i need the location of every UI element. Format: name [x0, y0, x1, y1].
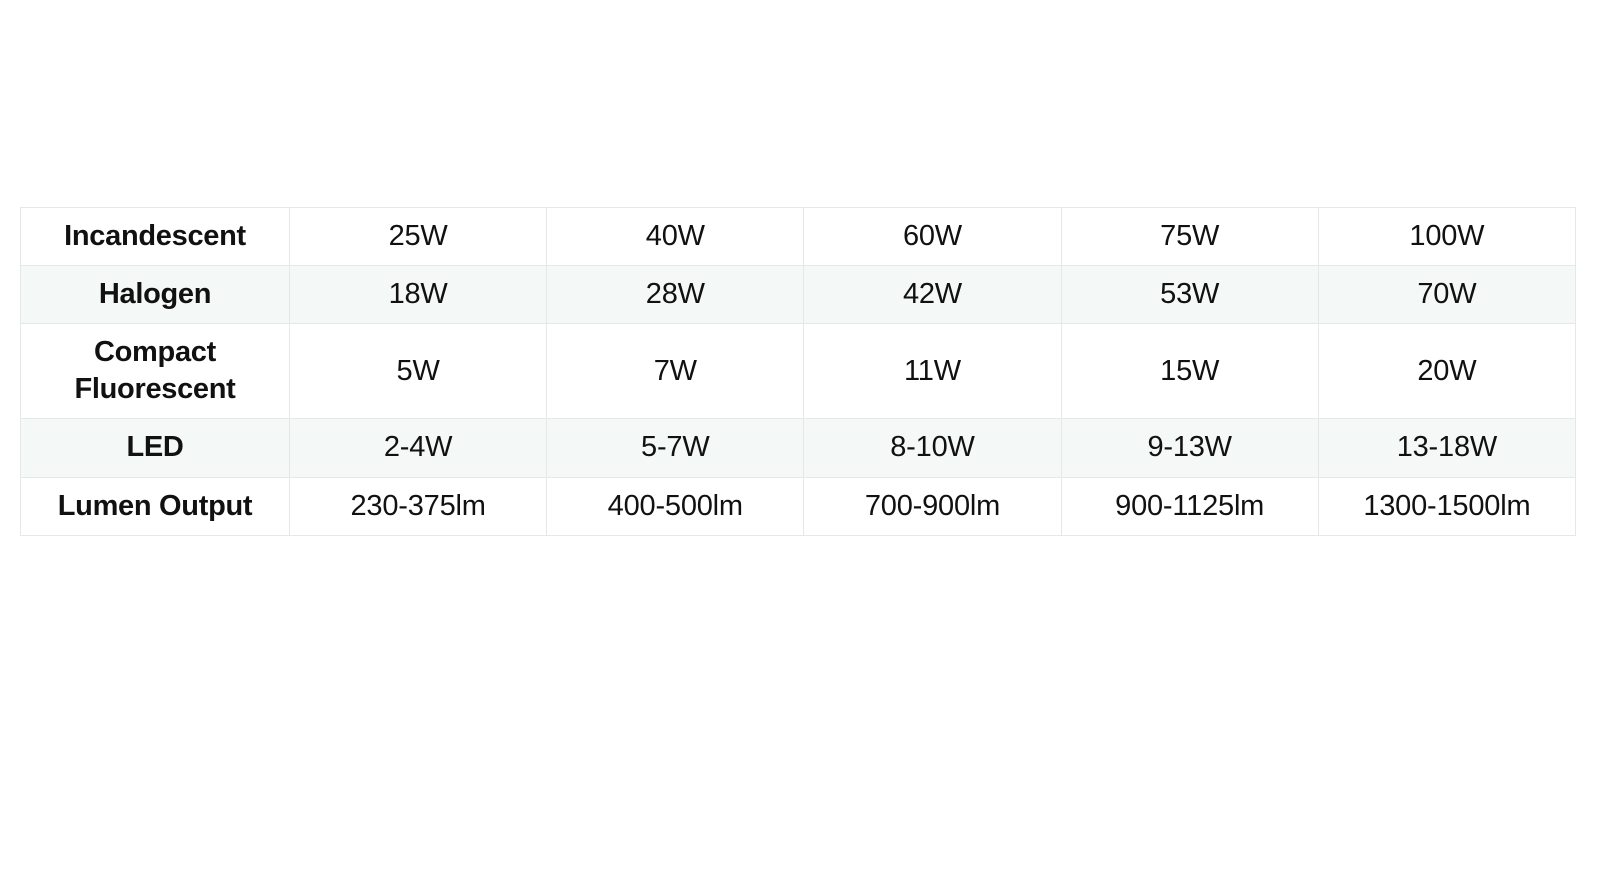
row-header-halogen: Halogen	[21, 266, 290, 324]
cell-led-3: 8-10W	[804, 419, 1061, 477]
cell-led-2: 5-7W	[547, 419, 804, 477]
row-header-line-2: Fluorescent	[74, 373, 236, 406]
table-row	[21, 477, 1576, 535]
cell-halogen-2: 28W	[547, 266, 804, 324]
cell-halogen-3: 42W	[804, 266, 1061, 324]
row-header-compact-fluorescent	[21, 324, 290, 419]
table-row	[21, 266, 1576, 324]
cell-led-5: 13-18W	[1318, 419, 1575, 477]
cell-lumen-3: 700-900lm	[804, 477, 1061, 535]
cell-lumen-4: 900-1125lm	[1061, 477, 1318, 535]
cell-led-4: 9-13W	[1061, 419, 1318, 477]
cell-cfl-2: 7W	[547, 324, 804, 419]
bulb-wattage-equivalence-table	[20, 207, 1576, 536]
table-row	[21, 419, 1576, 477]
cell-lumen-2: 400-500lm	[547, 477, 804, 535]
cell-halogen-5: 70W	[1318, 266, 1575, 324]
row-header-led: LED	[21, 419, 290, 477]
row-header-line-1: Compact	[94, 336, 216, 369]
row-header-incandescent: Incandescent	[21, 208, 290, 266]
cell-incandescent-4: 75W	[1061, 208, 1318, 266]
cell-incandescent-5: 100W	[1318, 208, 1575, 266]
table-row	[21, 208, 1576, 266]
cell-lumen-5: 1300-1500lm	[1318, 477, 1575, 535]
cell-cfl-4: 15W	[1061, 324, 1318, 419]
cell-halogen-4: 53W	[1061, 266, 1318, 324]
cell-cfl-1: 5W	[290, 324, 547, 419]
cell-incandescent-2: 40W	[547, 208, 804, 266]
cell-halogen-1: 18W	[290, 266, 547, 324]
table-row	[21, 324, 1576, 419]
cell-lumen-1: 230-375lm	[290, 477, 547, 535]
cell-cfl-5: 20W	[1318, 324, 1575, 419]
row-header-lumen-output: Lumen Output	[21, 477, 290, 535]
cell-incandescent-3: 60W	[804, 208, 1061, 266]
table-body	[21, 208, 1576, 536]
cell-cfl-3: 11W	[804, 324, 1061, 419]
bulb-wattage-equivalence-table-wrapper	[20, 207, 1576, 536]
cell-led-1: 2-4W	[290, 419, 547, 477]
cell-incandescent-1: 25W	[290, 208, 547, 266]
